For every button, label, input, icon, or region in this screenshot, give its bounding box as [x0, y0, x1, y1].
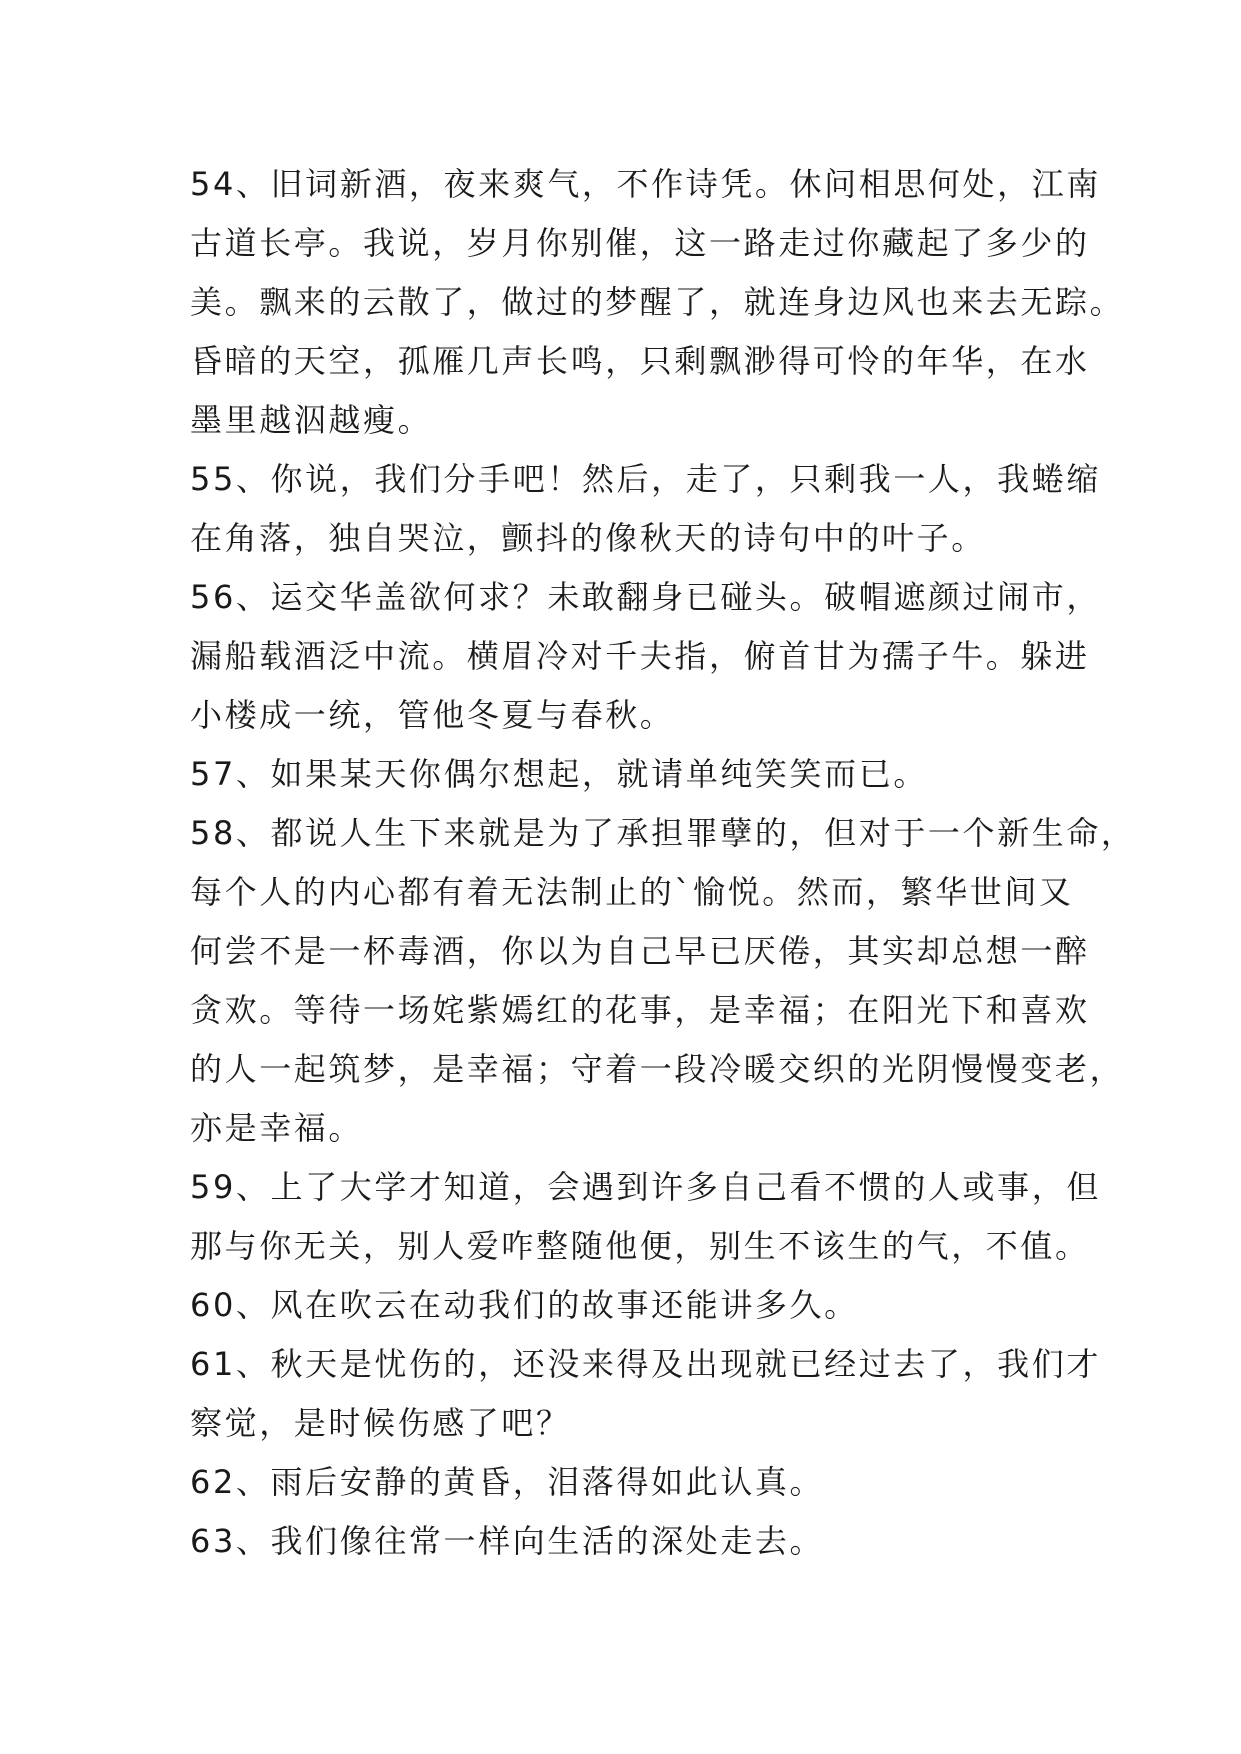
text-line: 55、你说，我们分手吧！然后，走了，只剩我一人，我蜷缩 [190, 460, 1101, 498]
text-line: 小楼成一统，管他冬夏与春秋。 [190, 696, 675, 734]
text-line: 59、上了大学才知道，会遇到许多自己看不惯的人或事，但 [190, 1168, 1101, 1206]
text-line: 那与你无关，别人爱咋整随他便，别生不该生的气，不值。 [190, 1227, 1090, 1265]
text-line: 61、秋天是忧伤的，还没来得及出现就已经过去了，我们才 [190, 1345, 1101, 1383]
text-line: 54、旧词新酒，夜来爽气，不作诗凭。休问相思何处，江南 [190, 165, 1101, 203]
text-line: 昏暗的天空，孤雁几声长鸣，只剩飘渺得可怜的年华，在水 [190, 342, 1090, 380]
text-line: 62、雨后安静的黄昏，泪落得如此认真。 [190, 1463, 825, 1501]
text-line: 贪欢。等待一场姹紫嫣红的花事，是幸福；在阳光下和喜欢 [190, 991, 1090, 1029]
text-line: 60、风在吹云在动我们的故事还能讲多久。 [190, 1286, 859, 1324]
document-body [190, 155, 1136, 1571]
text-line: 57、如果某天你偶尔想起，就请单纯笑笑而已。 [190, 755, 928, 793]
text-line: 在角落，独自哭泣，颤抖的像秋天的诗句中的叶子。 [190, 519, 986, 557]
text-line: 56、运交华盖欲何求？未敢翻身已碰头。破帽遮颜过闹市， [190, 578, 1101, 616]
text-line: 何尝不是一杯毒酒，你以为自己早已厌倦，其实却总想一醉 [190, 932, 1090, 970]
text-line: 的人一起筑梦，是幸福；守着一段冷暖交织的光阴慢慢变老， [190, 1050, 1125, 1088]
text-line: 亦是幸福。 [190, 1109, 364, 1147]
text-line: 每个人的内心都有着无法制止的`愉悦。然而，繁华世间又 [190, 873, 1074, 911]
text-line: 察觉，是时候伤感了吧？ [190, 1404, 571, 1442]
text-line: 美。飘来的云散了，做过的梦醒了，就连身边风也来去无踪。 [190, 283, 1125, 321]
text-line: 墨里越泅越瘦。 [190, 401, 433, 439]
text-line: 58、都说人生下来就是为了承担罪孽的，但对于一个新生命， [190, 814, 1136, 852]
text-line: 古道长亭。我说，岁月你别催，这一路走过你藏起了多少的 [190, 224, 1090, 262]
text-line: 漏船载酒泛中流。横眉冷对千夫指，俯首甘为孺子牛。躲进 [190, 637, 1090, 675]
text-line: 63、我们像往常一样向生活的深处走去。 [190, 1522, 825, 1560]
